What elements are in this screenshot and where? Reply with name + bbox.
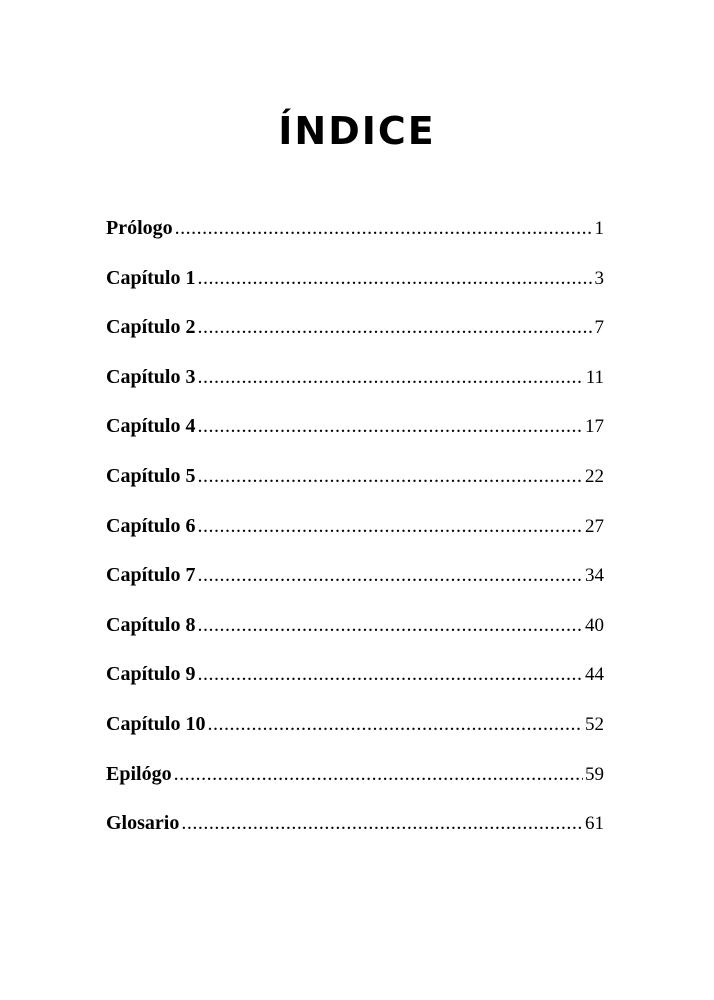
dot-leader	[207, 704, 583, 744]
toc-entry-label: Capítulo 9	[106, 663, 196, 686]
toc-entry-page-number: 52	[585, 713, 604, 735]
toc-entry-capitulo-10	[106, 704, 604, 754]
dot-leader	[174, 754, 583, 794]
table-of-contents	[106, 208, 604, 853]
toc-entry-page-number: 44	[585, 664, 604, 686]
dot-leader	[197, 307, 592, 347]
dot-leader	[197, 506, 583, 546]
toc-entry-capitulo-4	[106, 406, 604, 456]
toc-entry-capitulo-9	[106, 654, 604, 704]
dot-leader	[197, 456, 583, 496]
dot-leader	[197, 258, 592, 298]
toc-entry-page-number: 11	[585, 366, 604, 388]
dot-leader	[197, 555, 583, 595]
dot-leader	[197, 654, 583, 694]
toc-entry-page-number: 27	[585, 515, 604, 537]
toc-entry-page-number: 3	[594, 267, 604, 289]
toc-entry-glosario	[106, 803, 604, 853]
toc-entry-page-number: 7	[594, 317, 604, 339]
toc-entry-capitulo-7	[106, 555, 604, 605]
toc-entry-epilogo	[106, 754, 604, 804]
toc-entry-label: Capítulo 7	[106, 564, 196, 587]
toc-entry-capitulo-3	[106, 357, 604, 407]
toc-entry-label: Glosario	[106, 812, 180, 835]
dot-leader	[197, 357, 583, 397]
toc-entry-label: Capítulo 1	[106, 266, 196, 289]
dot-leader	[181, 803, 583, 843]
toc-entry-label: Capítulo 6	[106, 514, 196, 537]
toc-entry-page-number: 61	[585, 813, 604, 835]
toc-entry-page-number: 17	[585, 416, 604, 438]
dot-leader	[175, 208, 593, 248]
toc-entry-prologo	[106, 208, 604, 258]
toc-entry-label: Capítulo 5	[106, 464, 196, 487]
toc-entry-label: Capítulo 8	[106, 613, 196, 636]
toc-entry-label: Prólogo	[106, 217, 173, 239]
toc-entry-page-number: 34	[585, 565, 604, 587]
toc-entry-capitulo-1	[106, 258, 604, 308]
dot-leader	[197, 605, 583, 645]
toc-entry-label: Epilógo	[106, 762, 172, 785]
toc-entry-label: Capítulo 3	[106, 365, 196, 388]
page-title: ÍNDICE	[278, 109, 436, 153]
dot-leader	[197, 406, 583, 446]
toc-entry-page-number: 1	[594, 218, 604, 239]
toc-entry-page-number: 22	[585, 465, 604, 487]
toc-entry-label: Capítulo 2	[106, 316, 196, 339]
toc-entry-label: Capítulo 4	[106, 415, 196, 438]
toc-entry-capitulo-2	[106, 307, 604, 357]
toc-entry-page-number: 59	[585, 763, 604, 785]
toc-entry-capitulo-5	[106, 456, 604, 506]
toc-entry-capitulo-6	[106, 506, 604, 556]
toc-entry-label: Capítulo 10	[106, 712, 206, 735]
toc-entry-page-number: 40	[585, 614, 604, 636]
toc-entry-capitulo-8	[106, 605, 604, 655]
